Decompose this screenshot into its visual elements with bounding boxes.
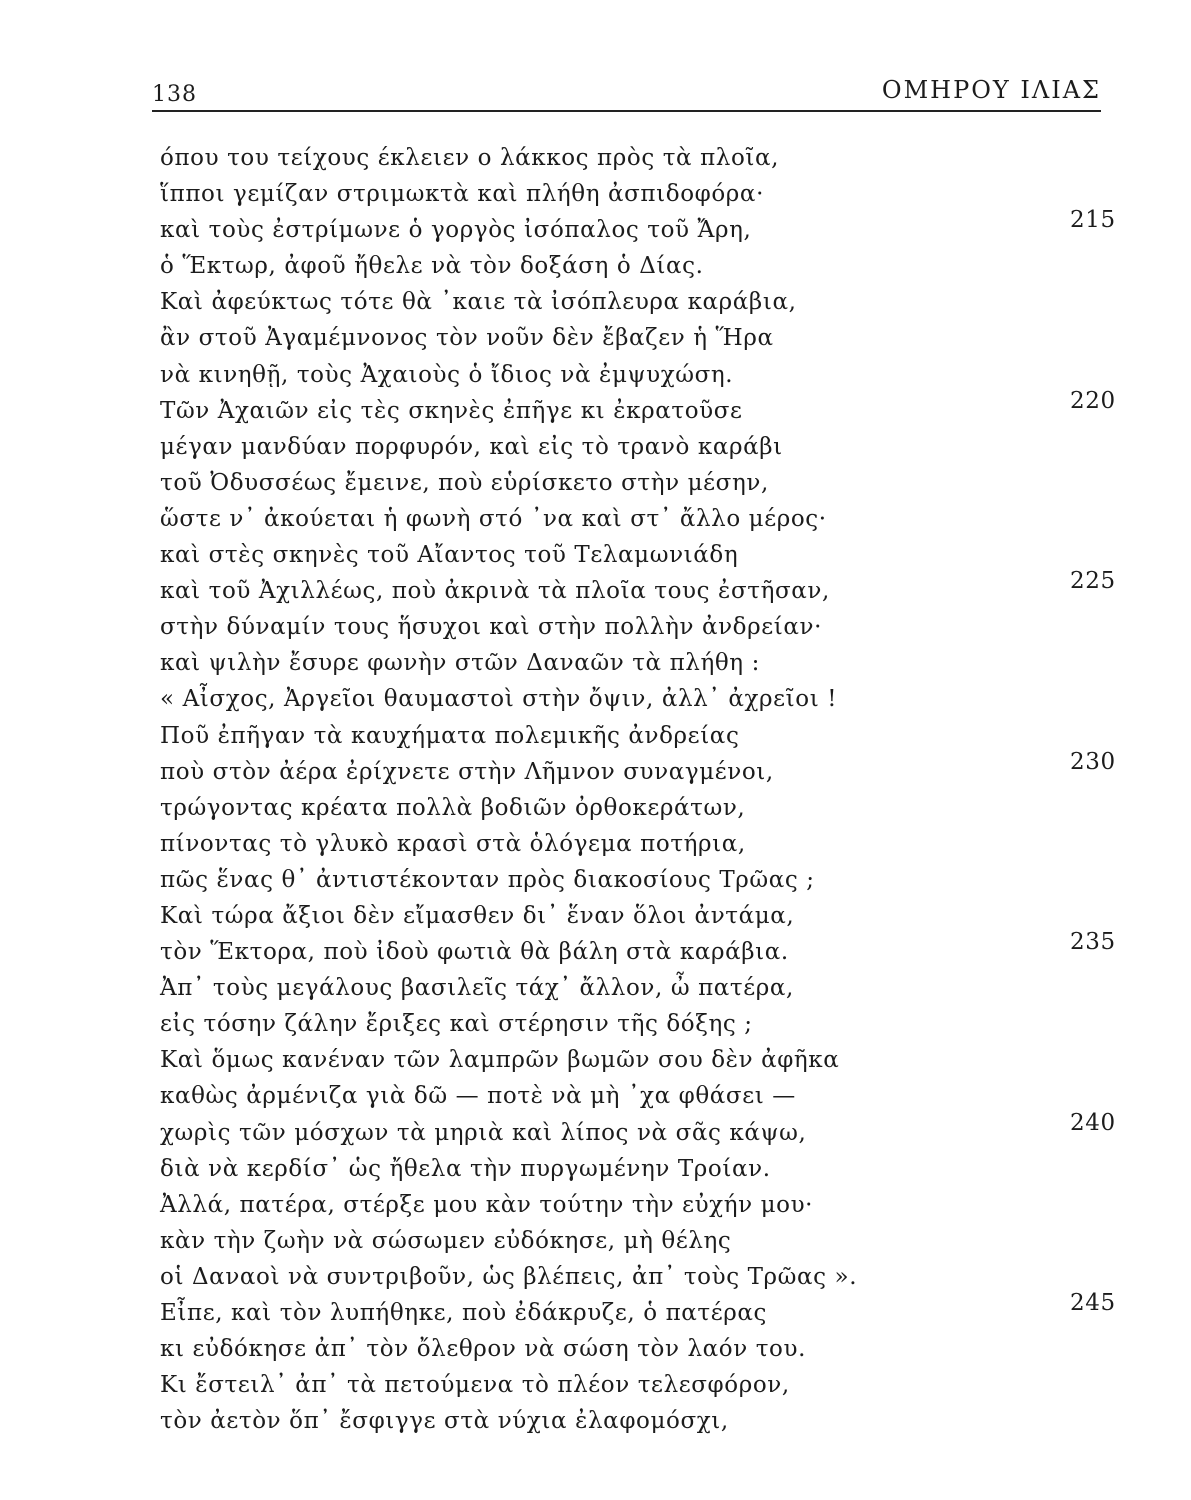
verse-text: Καὶ ὅμως κανέναν τῶν λαμπρῶν βωμῶν σου δὲν ἀφῆκα [160, 1047, 840, 1074]
verse-text: καὶ τοῦ Ἀχιλλέως, ποὺ ἀκρινὰ τὰ πλοῖα τους ἐστῆσαν, [160, 578, 830, 605]
verse-text: Καὶ τώρα ἄξιοι δὲν εἴμασθεν δι᾽ ἕναν ὅλοι ἀντάμα, [160, 902, 795, 929]
verse-text: όπου του τείχους έκλειεν ο λάκκος πρὸς τὰ πλοῖα, [160, 145, 780, 171]
running-title: ΟΜΗΡΟΥ ΙΛΙΑΣ [881, 76, 1101, 104]
verse-block [160, 140, 1120, 1439]
verse-line [160, 1223, 1120, 1259]
verse-text: Κι ἔστειλ᾽ ἀπ᾽ τὰ πετούμενα τὸ πλέον τελεσφόρον, [160, 1372, 790, 1399]
verse-line [160, 176, 1120, 212]
verse-line [160, 609, 1120, 645]
verse-text: « Αἶσχος, Ἀργεῖοι θαυμαστοὶ στὴν ὄψιν, ἀλλ᾽ ἀχρεῖοι ! [160, 686, 838, 713]
verse-line [160, 248, 1120, 284]
verse-text: κὰν τὴν ζωὴν νὰ σώσωμεν εὐδόκησε, μὴ θέλης [160, 1227, 732, 1254]
line-number: 240 [1070, 1109, 1116, 1136]
verse-text: εἰς τόσην ζάλην ἔριξες καὶ στέρησιν τῆς δόξης ; [160, 1011, 753, 1038]
line-number: 245 [1070, 1290, 1116, 1316]
verse-line [160, 207, 1120, 248]
page-number: 138 [152, 82, 197, 107]
verse-text: ποὺ στὸν ἀέρα ἐρίχνετε στὴν Λῆμνον συναγμένοι, [160, 758, 774, 785]
verse-line [160, 1042, 1120, 1078]
verse-text: οἱ Δαναοὶ νὰ συντριβοῦν, ὡς βλέπεις, ἀπ᾽ τοὺς Τρῶας ». [160, 1263, 858, 1290]
verse-text: νὰ κινηθῇ, τοὺς Ἀχαιοὺς ὁ ἴδιος νὰ ἐμψυχώση. [160, 361, 734, 388]
verse-line [160, 568, 1120, 609]
verse-text: τρώγοντας κρέατα πολλὰ βοδιῶν ὀρθοκεράτων, [160, 794, 746, 821]
verse-line [160, 1331, 1120, 1367]
verse-line [160, 1078, 1120, 1114]
verse-line [160, 1187, 1120, 1223]
line-number: 225 [1070, 568, 1116, 595]
verse-text: πίνοντας τὸ γλυκὸ κρασὶ στὰ ὁλόγεμα ποτήρια, [160, 830, 746, 857]
verse-line [160, 1006, 1120, 1042]
verse-line [160, 1403, 1120, 1439]
verse-line [160, 465, 1120, 501]
verse-text: ὁ Ἕκτωρ, ἀφοῦ ἤθελε νὰ τὸν δοξάση ὁ Δίας. [160, 253, 704, 280]
line-number: 235 [1070, 929, 1116, 956]
verse-line [160, 429, 1120, 465]
verse-line [160, 357, 1120, 393]
verse-line [160, 1109, 1120, 1151]
verse-text: κι εὐδόκησε ἀπ᾽ τὸν ὄλεθρον νὰ σώση τὸν λαόν του. [160, 1336, 806, 1363]
verse-text: καὶ ψιλὴν ἔσυρε φωνὴν στῶν Δαναῶν τὰ πλήθη : [160, 650, 760, 677]
verse-line [160, 284, 1120, 320]
verse-line [160, 1367, 1120, 1403]
verse-line [160, 1290, 1120, 1331]
verse-line [160, 140, 1120, 176]
verse-text: καὶ τοὺς ἐστρίμωνε ὁ γοργὸς ἰσόπαλος τοῦ Ἄρη, [160, 217, 752, 244]
verse-text: Εἶπε, καὶ τὸν λυπήθηκε, ποὺ ἐδάκρυζε, ὁ πατέρας [160, 1300, 767, 1326]
verse-text: ἂν στοῦ Ἀγαμέμνονος τὸν νοῦν δὲν ἔβαζεν ἡ Ἥρα [160, 325, 774, 352]
line-number: 230 [1070, 748, 1116, 775]
verse-line [160, 1151, 1120, 1187]
verse-line [160, 681, 1120, 717]
verse-text: τοῦ Ὀδυσσέως ἔμεινε, ποὺ εὑρίσκετο στὴν μέσην, [160, 469, 769, 496]
verse-text: χωρὶς τῶν μόσχων τὰ μηριὰ καὶ λίπος νὰ σᾶς κάψω, [160, 1119, 807, 1146]
verse-line [160, 1259, 1120, 1295]
verse-text: πῶς ἕνας θ᾽ ἀντιστέκονταν πρὸς διακοσίους Τρῶας ; [160, 866, 815, 893]
verse-text: μέγαν μανδύαν πορφυρόν, καὶ εἰς τὸ τρανὸ καράβι [160, 433, 783, 460]
verse-line [160, 387, 1120, 429]
verse-text: τὸν ἀετὸν ὅπ᾽ ἔσφιγγε στὰ νύχια ἐλαφομόσχι, [160, 1408, 729, 1435]
verse-text: ὥστε ν᾽ ἀκούεται ἡ φωνὴ στό ᾽να καὶ στ᾽ ἄλλο μέρος· [160, 505, 827, 532]
page-header [152, 70, 1101, 110]
verse-text: τὸν Ἕκτορα, ποὺ ἰδοὺ φωτιὰ θὰ βάλη στὰ καράβια. [160, 939, 789, 966]
verse-line [160, 862, 1120, 898]
verse-text: καὶ στὲς σκηνὲς τοῦ Αἴαντος τοῦ Τελαμωνιάδη [160, 542, 739, 569]
verse-text: Τῶν Ἀχαιῶν εἰς τὲς σκηνὲς ἐπῆγε κι ἐκρατοῦσε [160, 397, 743, 424]
verse-line [160, 898, 1120, 934]
verse-text: στὴν δύναμίν τους ἥσυχοι καὶ στὴν πολλὴν ἀνδρείαν· [160, 614, 822, 641]
verse-line [160, 748, 1120, 790]
verse-text: Ἀλλά, πατέρα, στέρξε μου κὰν τούτην τὴν εὐχήν μου· [160, 1191, 814, 1218]
line-number: 220 [1070, 387, 1116, 414]
verse-line [160, 718, 1120, 754]
verse-text: Ἀπ᾽ τοὺς μεγάλους βασιλεῖς τάχ᾽ ἄλλον, ὦ πατέρα, [160, 975, 794, 1002]
verse-text: καθὼς ἀρμένιζα γιὰ δῶ — ποτὲ νὰ μὴ ᾽χα φθάσει — [160, 1083, 796, 1110]
verse-line [160, 320, 1120, 356]
verse-text: Ποῦ ἐπῆγαν τὰ καυχήματα πολεμικῆς ἀνδρείας [160, 722, 740, 749]
verse-text: Καὶ ἀφεύκτως τότε θὰ ᾽καιε τὰ ἰσόπλευρα καράβια, [160, 289, 797, 316]
verse-line [160, 790, 1120, 826]
line-number: 215 [1070, 207, 1116, 234]
verse-line [160, 929, 1120, 970]
verse-text: διὰ νὰ κερδίσ᾽ ὡς ἤθελα τὴν πυργωμένην Τροίαν. [160, 1155, 771, 1182]
verse-line [160, 826, 1120, 862]
verse-text: ἵπποι γεμίζαν στριμωκτὰ καὶ πλήθη ἀσπιδοφόρα· [160, 181, 764, 208]
verse-line [160, 645, 1120, 681]
verse-line [160, 501, 1120, 537]
verse-line [160, 537, 1120, 573]
verse-line [160, 970, 1120, 1006]
header-rule [152, 110, 1101, 112]
